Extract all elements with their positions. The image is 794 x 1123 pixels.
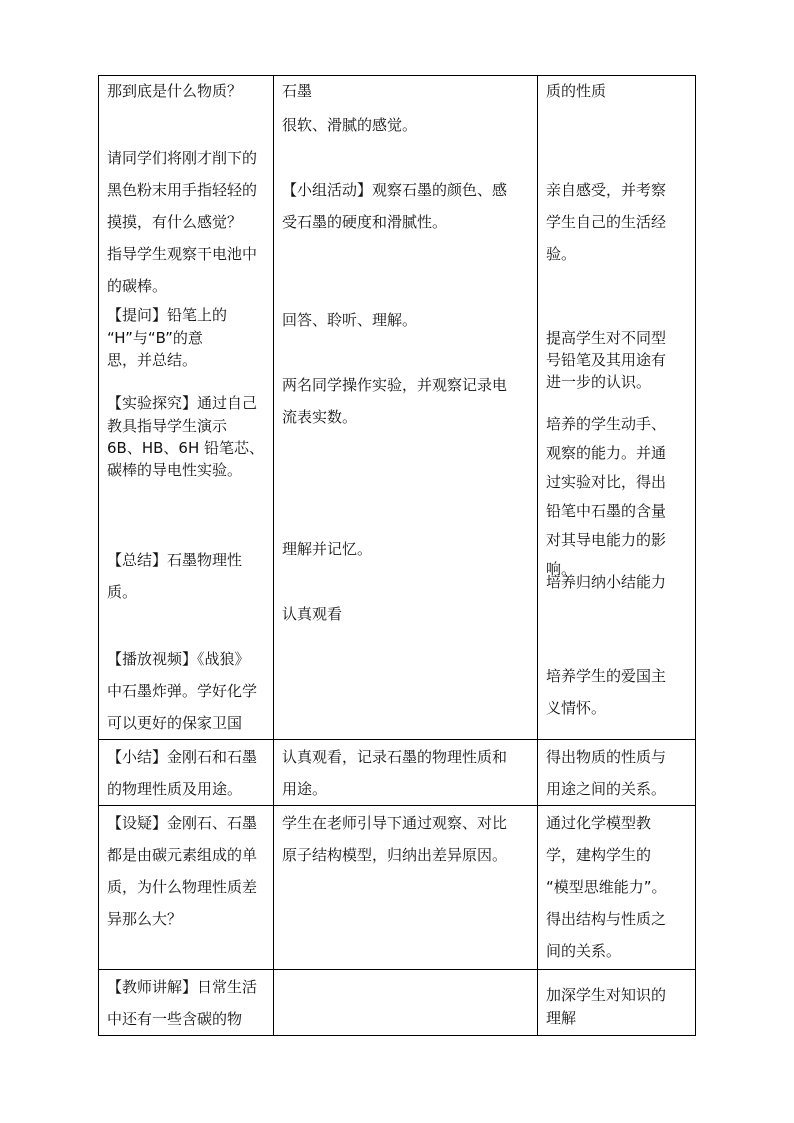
cell-line: 石墨 xyxy=(282,82,313,100)
design-intent-cell xyxy=(538,740,696,806)
cell-line: 验。 xyxy=(546,245,577,263)
cell-line: 【提问】铅笔上的 xyxy=(107,306,228,324)
cell-line: 【播放视频】《战狼》 xyxy=(107,650,250,668)
cell-line: 质的性质 xyxy=(546,82,607,100)
teacher-activity-cell xyxy=(99,76,274,740)
cell-line: 【教师讲解】日常生活 xyxy=(107,978,258,996)
cell-line: 6B、HB、6H 铅笔芯、 xyxy=(107,439,264,457)
cell-line: 对其导电能力的影 xyxy=(546,531,667,549)
cell-line: 得出结构与性质之 xyxy=(546,910,667,928)
cell-line: 黑色粉末用手指轻轻的 xyxy=(107,181,258,199)
design-intent-cell xyxy=(538,76,696,740)
table-row xyxy=(99,806,696,970)
cell-line: 摸摸，有什么感觉？ xyxy=(107,213,243,231)
cell-line: 间的关系。 xyxy=(546,942,622,960)
cell-line: 指导学生观察干电池中 xyxy=(107,245,258,263)
cell-line: 异那么大？ xyxy=(107,910,183,928)
cell-line: 培养学生的爱国主 xyxy=(546,667,667,685)
student-activity-cell xyxy=(274,76,538,740)
cell-line: 认真观看，记录石墨的物理性质和 xyxy=(282,748,508,766)
cell-line: 得出物质的性质与 xyxy=(546,748,667,766)
cell-line: 的碳棒。 xyxy=(107,277,168,295)
teacher-activity-cell xyxy=(99,970,274,1036)
cell-line: 中石墨炸弹。学好化学 xyxy=(107,682,258,700)
design-intent-cell xyxy=(538,970,696,1036)
cell-line: 质。 xyxy=(107,583,138,601)
cell-line: 中还有一些含碳的物 xyxy=(107,1010,243,1028)
cell-line: 【设疑】金刚石、石墨 xyxy=(107,814,258,832)
cell-line: 都是由碳元素组成的单 xyxy=(107,846,258,864)
cell-line: 受石墨的硬度和滑腻性。 xyxy=(282,213,448,231)
cell-line: 铅笔中石墨的含量 xyxy=(546,502,667,520)
cell-line: 【小结】金刚石和石墨 xyxy=(107,748,258,766)
cell-line: 进一步的认识。 xyxy=(546,373,652,391)
cell-line: 用途。 xyxy=(282,780,328,798)
cell-line: 亲自感受，并考察 xyxy=(546,181,667,199)
cell-line: 义情怀。 xyxy=(546,699,607,717)
cell-line: 那到底是什么物质？ xyxy=(107,82,243,100)
cell-line: 请同学们将刚才削下的 xyxy=(107,149,258,167)
cell-line: 可以更好的保家卫国 xyxy=(107,714,243,732)
cell-line: 学生自己的生活经 xyxy=(546,213,667,231)
cell-line: 学生在老师引导下通过观察、对比 xyxy=(282,814,508,832)
cell-line: 流表实数。 xyxy=(282,408,358,426)
cell-line: 教具指导学生演示 xyxy=(107,417,228,435)
cell-line: 培养归纳小结能力 xyxy=(546,573,667,591)
cell-line: 的物理性质及用途。 xyxy=(107,780,243,798)
teacher-activity-cell xyxy=(99,740,274,806)
cell-line: 用途之间的关系。 xyxy=(546,780,667,798)
design-intent-cell xyxy=(538,806,696,970)
student-activity-cell xyxy=(274,740,538,806)
cell-line: 观察的能力。并通 xyxy=(546,444,667,462)
cell-line: 原子结构模型，归纳出差异原因。 xyxy=(282,846,508,864)
cell-line: 思，并总结。 xyxy=(107,351,198,369)
cell-line: 过实验对比，得出 xyxy=(546,473,667,491)
cell-line: “模型思维能力”。 xyxy=(546,878,667,896)
cell-line: 碳棒的导电性实验。 xyxy=(107,461,243,479)
table-row xyxy=(99,740,696,806)
student-activity-cell xyxy=(274,806,538,970)
cell-line: 号铅笔及其用途有 xyxy=(546,351,667,369)
cell-line: 提高学生对不同型 xyxy=(546,329,667,347)
cell-line: 理解 xyxy=(546,1009,577,1027)
table-row xyxy=(99,970,696,1036)
cell-line: 学，建构学生的 xyxy=(546,846,652,864)
cell-line: 质，为什么物理性质差 xyxy=(107,878,258,896)
cell-line: 回答、聆听、理解。 xyxy=(282,311,418,329)
cell-line: “H”与“B”的意 xyxy=(107,329,203,347)
cell-line: 【实验探究】通过自己 xyxy=(107,394,258,412)
teacher-activity-cell xyxy=(99,806,274,970)
cell-line: 两名同学操作实验，并观察记录电 xyxy=(282,376,508,394)
cell-line: 【小组活动】观察石墨的颜色、感 xyxy=(282,181,508,199)
cell-line: 理解并记忆。 xyxy=(282,540,373,558)
cell-line: 通过化学模型教 xyxy=(546,814,652,832)
cell-line: 响。 xyxy=(546,560,577,578)
cell-line: 加深学生对知识的 xyxy=(546,986,667,1004)
cell-line: 很软、滑腻的感觉。 xyxy=(282,116,418,134)
table-row xyxy=(99,76,696,740)
student-activity-cell xyxy=(274,970,538,1036)
cell-line: 培养的学生动手、 xyxy=(546,415,667,433)
cell-line: 认真观看 xyxy=(282,605,343,623)
cell-line: 【总结】石墨物理性 xyxy=(107,551,243,569)
lesson-plan-table xyxy=(98,75,696,1036)
